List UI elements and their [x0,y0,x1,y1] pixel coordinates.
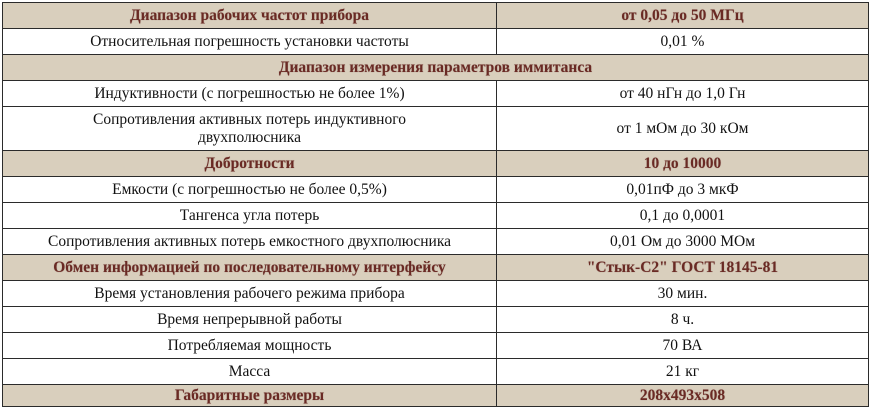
label-dimensions: Габаритные размеры [3,385,497,407]
value-inductance: от 40 нГн до 1,0 Гн [497,81,869,107]
label-inductive-loss-resistance [3,107,497,151]
section-immittance-title: Диапазон измерения параметров иммитанса [3,55,869,81]
label-frequency-range: Диапазон рабочих частот прибора [3,3,497,29]
row-power-consumption [3,333,869,359]
label-frequency-accuracy: Относительная погрешность установки частоты [3,29,497,55]
value-frequency-range: от 0,05 до 50 МГц [497,3,869,29]
row-mass [3,359,869,385]
value-continuous-operation: 8 ч. [497,307,869,333]
row-capacitance [3,177,869,203]
row-warmup-time [3,281,869,307]
label-inductance: Индуктивности (с погрешностью не более 1%) [3,81,497,107]
value-quality-factor: 10 до 10000 [497,151,869,177]
row-inductive-loss-resistance [3,107,869,151]
value-power-consumption: 70 ВА [497,333,869,359]
value-loss-tangent: 0,1 до 0,0001 [497,203,869,229]
row-capacitive-loss-resistance [3,229,869,255]
label-serial-interface: Обмен информацией по последовательному интерфейсу [3,255,497,281]
value-inductive-loss-resistance: от 1 мОм до 30 кОм [497,107,869,151]
label-mass: Масса [3,359,497,385]
label-loss-tangent: Тангенса угла потерь [3,203,497,229]
label-inductive-loss-line2: двухполюсника [198,128,301,146]
label-capacitance: Емкости (с погрешностью не более 0,5%) [3,177,497,203]
row-continuous-operation [3,307,869,333]
label-capacitive-loss-resistance: Сопротивления активных потерь емкостного двухполюсника [3,229,497,255]
value-frequency-accuracy: 0,01 % [497,29,869,55]
label-continuous-operation: Время непрерывной работы [3,307,497,333]
row-serial-interface [3,255,869,281]
value-mass: 21 кг [497,359,869,385]
row-quality-factor [3,151,869,177]
row-dimensions [3,385,869,407]
row-inductance [3,81,869,107]
value-capacitance: 0,01пФ до 3 мкФ [497,177,869,203]
specifications-table [2,2,869,407]
value-warmup-time: 30 мин. [497,281,869,307]
label-power-consumption: Потребляемая мощность [3,333,497,359]
row-immittance-section [3,55,869,81]
value-serial-interface: "Стык-С2" ГОСТ 18145-81 [497,255,869,281]
label-inductive-loss-line1: Сопротивления активных потерь индуктивного [93,110,406,128]
row-loss-tangent [3,203,869,229]
value-dimensions: 208х493х508 [497,385,869,407]
label-warmup-time: Время установления рабочего режима прибора [3,281,497,307]
value-capacitive-loss-resistance: 0,01 Ом до 3000 МОм [497,229,869,255]
label-quality-factor: Добротности [3,151,497,177]
row-frequency-accuracy [3,29,869,55]
row-frequency-range [3,3,869,29]
